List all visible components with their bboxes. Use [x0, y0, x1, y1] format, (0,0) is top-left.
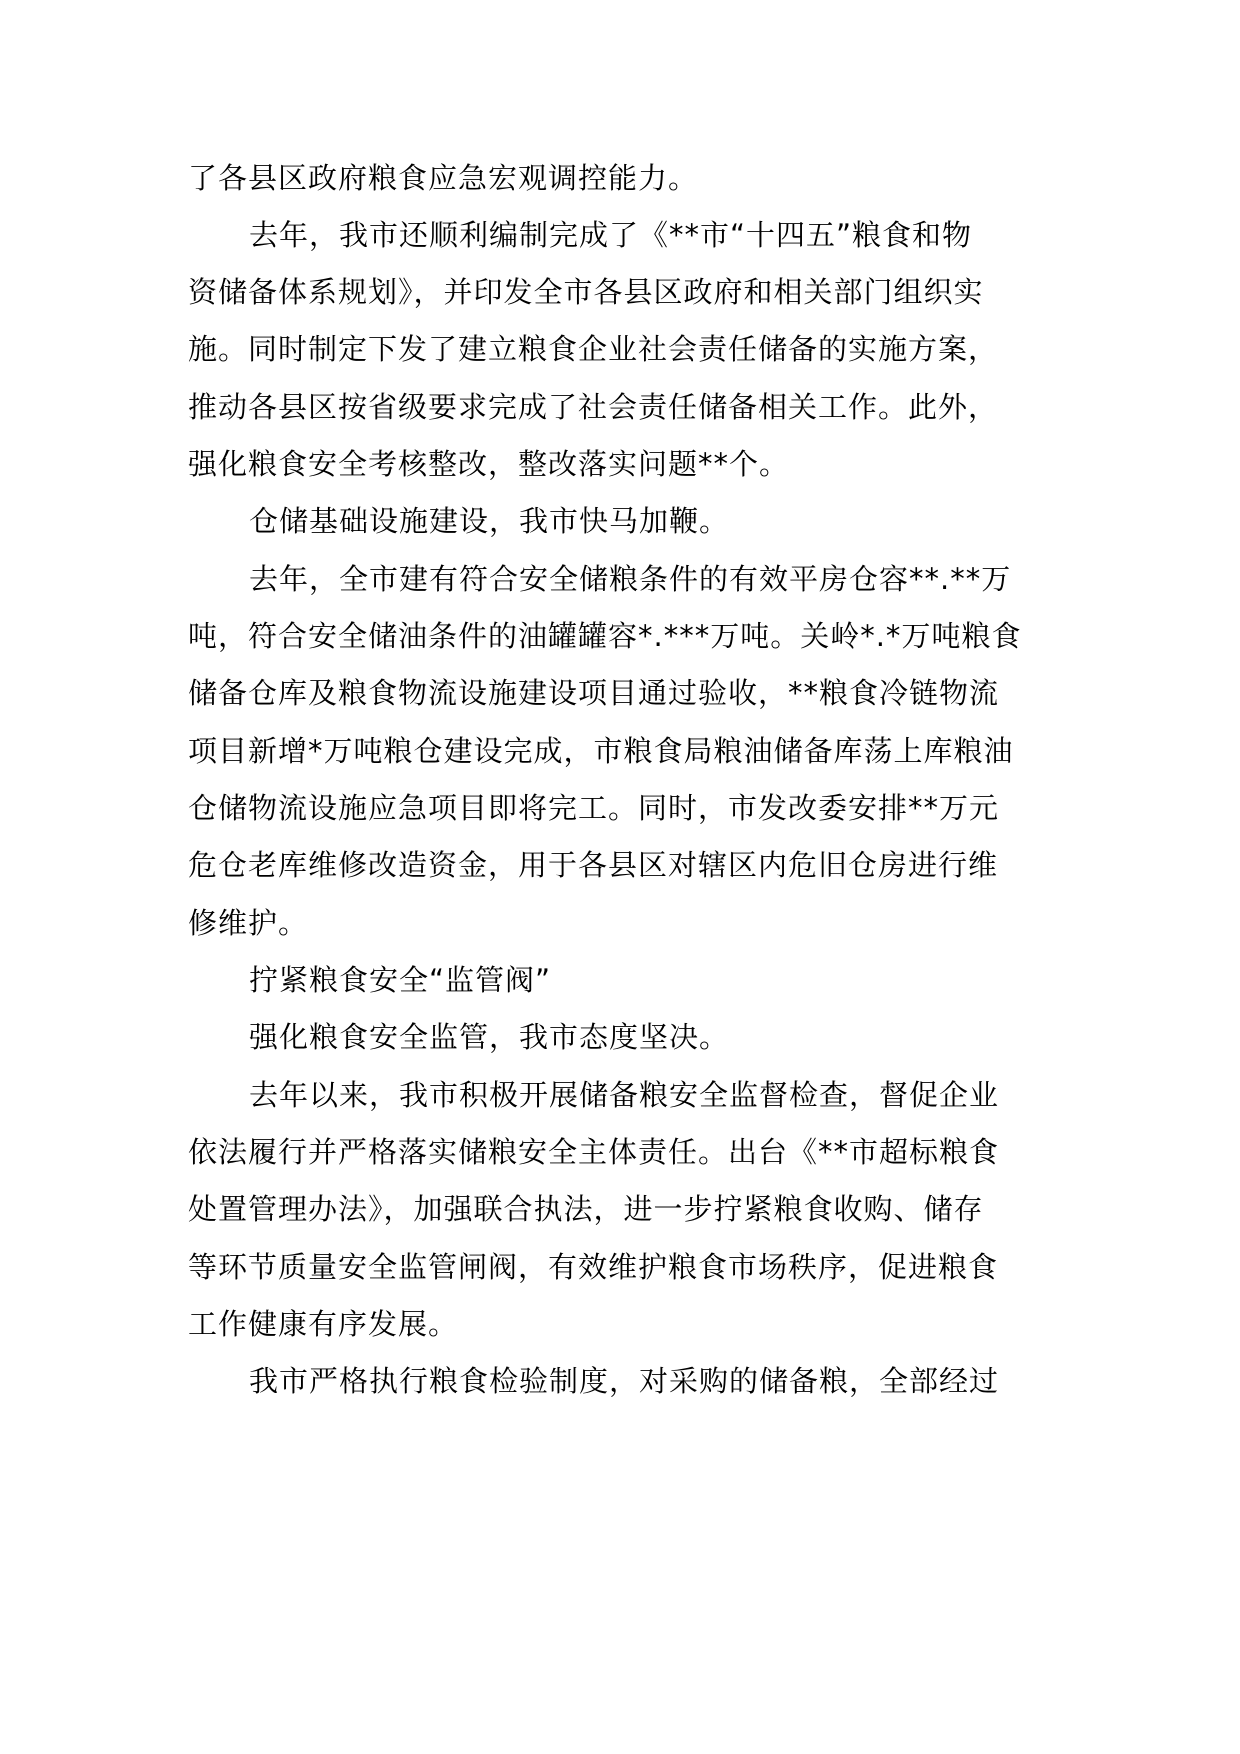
text-line: 等环节质量安全监管闸阀，有效维护粮食市场秩序，促进粮食: [188, 1250, 999, 1284]
text-line: 工作健康有序发展。: [188, 1307, 459, 1341]
text-line: 处置管理办法》，加强联合执法，进一步拧紧粮食收购、储存: [188, 1192, 984, 1226]
text-line: 去年以来，我市积极开展储备粮安全监督检查，督促企业: [249, 1078, 1000, 1112]
text-line: 去年，我市还顺利编制完成了《**市“十四五”粮食和物: [249, 218, 973, 252]
text-line: 仓储物流设施应急项目即将完工。同时，市发改委安排**万元: [188, 791, 1000, 825]
text-line: 了各县区政府粮食应急宏观调控能力。: [188, 161, 699, 195]
text-line: 强化粮食安全考核整改，整改落实问题**个。: [188, 447, 790, 481]
text-line: 吨，符合安全储油条件的油罐罐容*.***万吨。关岭*.*万吨粮食: [188, 619, 1022, 653]
section-heading: 拧紧粮食安全“监管阀”: [249, 963, 552, 997]
text-line: 储备仓库及粮食物流设施建设项目通过验收，**粮食冷链物流: [188, 676, 1000, 710]
text-line: 修维护。: [188, 906, 309, 940]
text-line: 我市严格执行粮食检验制度，对采购的储备粮，全部经过: [249, 1364, 1000, 1398]
text-line: 依法履行并严格落实储粮安全主体责任。出台《**市超标粮食: [188, 1135, 1000, 1169]
text-line: 去年，全市建有符合安全储粮条件的有效平房仓容**.**万: [249, 562, 1012, 596]
text-line: 施。同时制定下发了建立粮食企业社会责任储备的实施方案，: [188, 332, 999, 366]
text-line: 推动各县区按省级要求完成了社会责任储备相关工作。此外，: [188, 390, 999, 424]
text-line: 强化粮食安全监管，我市态度坚决。: [249, 1020, 730, 1054]
text-line: 资储备体系规划》，并印发全市各县区政府和相关部门组织实: [188, 275, 984, 309]
text-line: 危仓老库维修改造资金，用于各县区对辖区内危旧仓房进行维: [188, 848, 999, 882]
text-line: 项目新增*万吨粮仓建设完成，市粮食局粮油储备库荡上库粮油: [188, 734, 1014, 768]
text-line: 仓储基础设施建设，我市快马加鞭。: [249, 504, 730, 538]
